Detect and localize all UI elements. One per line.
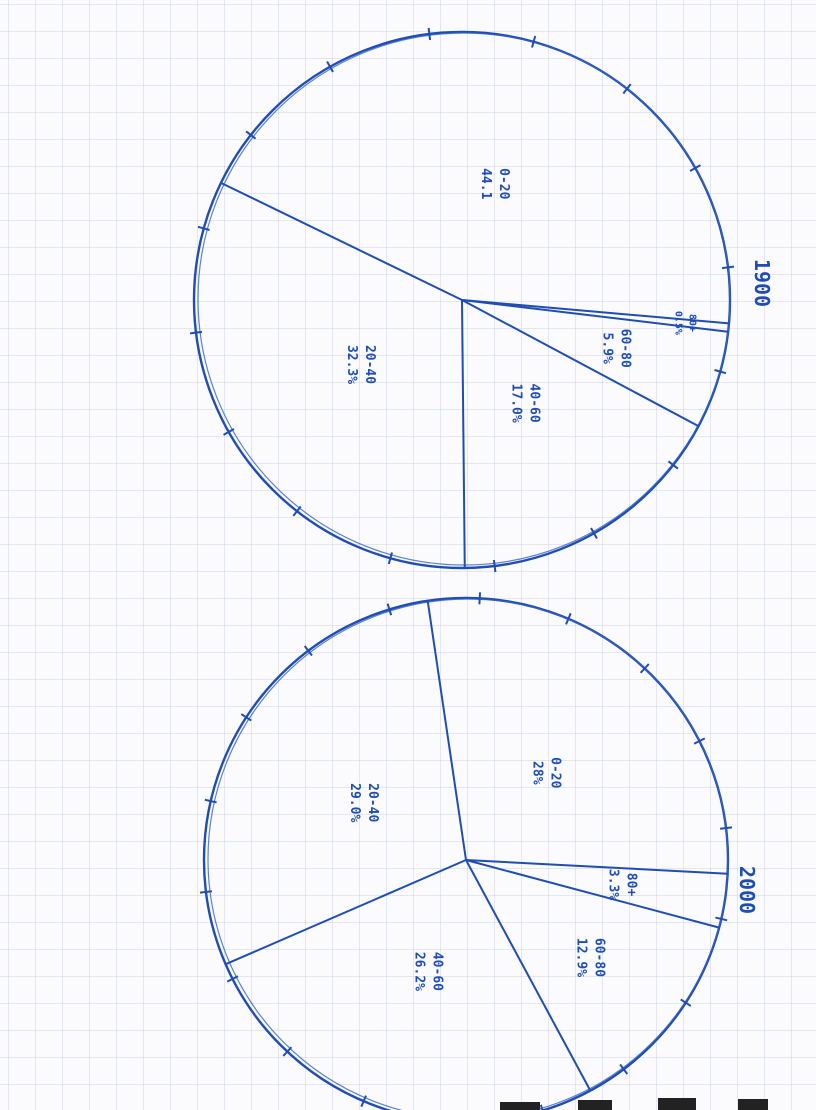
slice-label-60-80	[599, 329, 632, 368]
slice-label-20-40	[347, 783, 380, 822]
slice-label-60-80	[573, 938, 606, 977]
slice-value-label: 26.2%	[411, 951, 427, 991]
chart-title: 1900	[750, 258, 774, 308]
slice-value-label: 32.3%	[344, 344, 360, 385]
slice-label-40-60	[411, 952, 444, 991]
slice-value-label: 29.0%	[346, 783, 362, 823]
edge-mark	[738, 1099, 768, 1110]
slice-value-label: 3.3%	[605, 868, 621, 901]
slice-value-label: 44.1	[478, 168, 494, 200]
pie-chart-1900	[190, 28, 774, 572]
edge-mark	[658, 1098, 696, 1110]
circumference-tick	[715, 918, 727, 921]
slice-value-label: 17.0%	[508, 383, 524, 423]
slice-range-label: 0-20	[547, 757, 563, 789]
slice-range-label: 20-40	[362, 344, 378, 385]
circumference-tick	[494, 560, 495, 572]
slice-range-label: 80+	[686, 313, 698, 332]
slice-label-20-40	[344, 345, 377, 384]
circumference-tick	[720, 827, 732, 828]
slice-value-label: 12.9%	[573, 937, 589, 978]
slice-range-label: 0-20	[496, 168, 512, 200]
slice-value-label: 28%	[529, 761, 545, 785]
circumference-tick	[479, 592, 480, 604]
slice-range-label: 20-40	[364, 783, 380, 823]
slice-boundary	[221, 183, 462, 300]
slice-label-0-20	[478, 168, 511, 199]
slice-value-label: 0.5%	[672, 310, 684, 335]
circumference-tick	[722, 267, 734, 268]
slice-label-40-60	[509, 384, 542, 423]
circumference-tick	[429, 28, 430, 40]
edge-mark	[500, 1102, 540, 1110]
slice-boundary	[466, 860, 719, 928]
slice-range-label: 80+	[623, 872, 639, 897]
slice-boundary	[462, 300, 465, 568]
slice-range-label: 60-80	[591, 937, 607, 978]
slice-boundary	[428, 601, 466, 860]
chart-title: 2000	[735, 865, 759, 915]
slice-boundary	[466, 860, 728, 874]
slice-boundary	[226, 860, 466, 964]
slice-boundary	[466, 860, 590, 1091]
slice-range-label: 40-60	[429, 951, 445, 991]
slice-label-80plus	[605, 869, 638, 900]
slice-value-label: 5.9%	[599, 332, 615, 364]
slice-boundary	[462, 300, 698, 426]
slice-range-label: 60-80	[617, 328, 633, 368]
slice-range-label: 40-60	[526, 383, 542, 423]
slice-label-80plus	[672, 311, 697, 335]
edge-mark	[578, 1100, 612, 1110]
pie-outline-sketch	[208, 599, 728, 1110]
slice-label-0-20	[529, 757, 562, 788]
pie-chart-2000	[200, 592, 759, 1110]
